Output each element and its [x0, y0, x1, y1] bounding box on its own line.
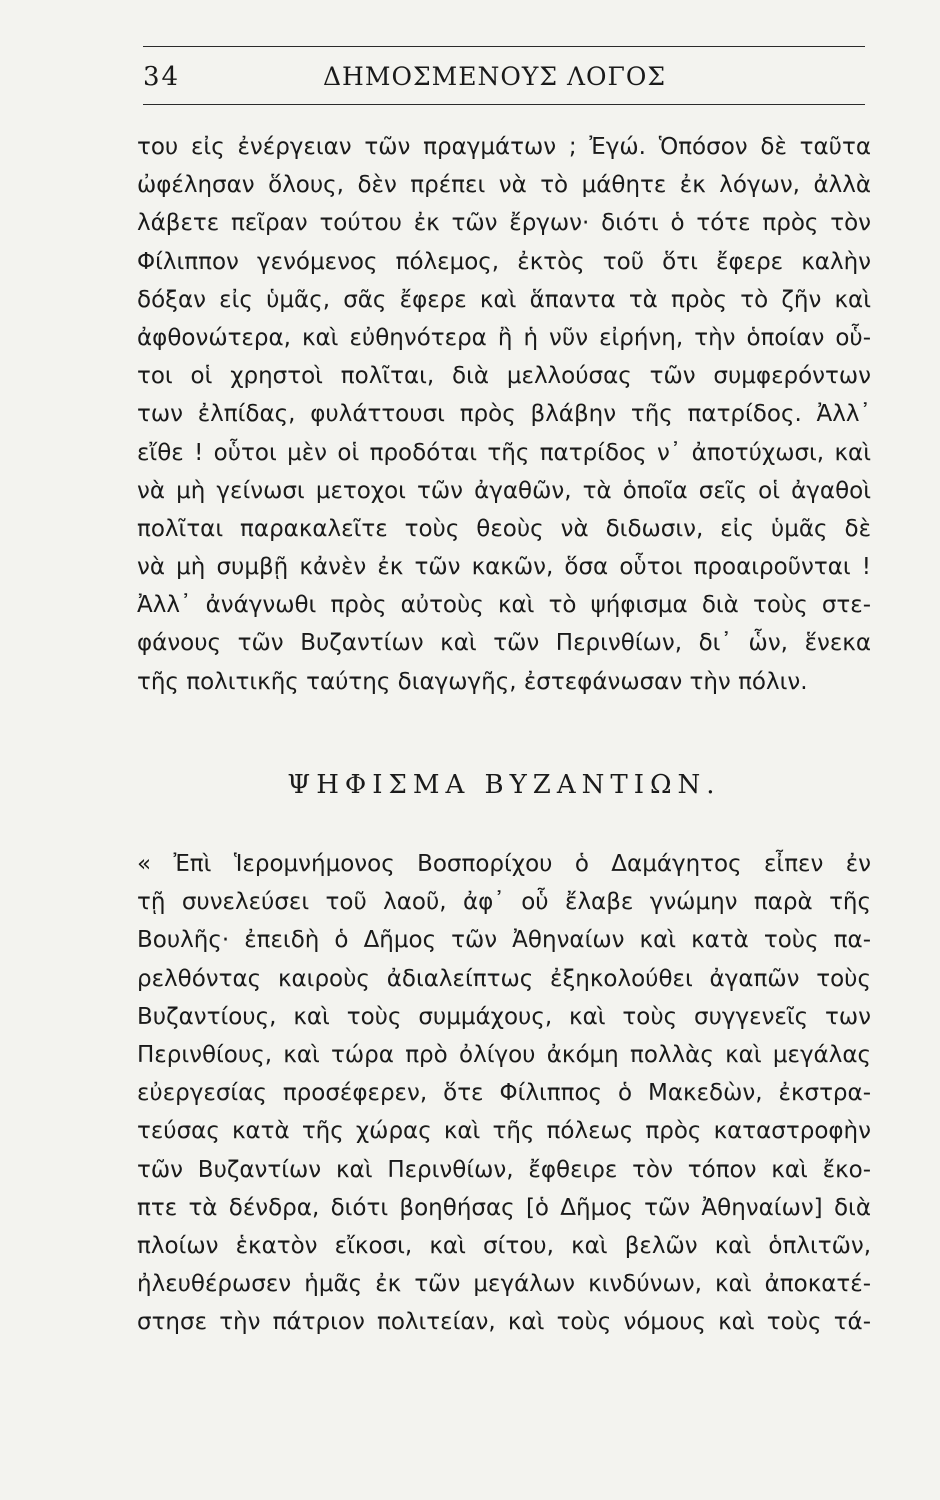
text-line: πλοίων ἑκατὸν εἴκοσι, καὶ σίτου, καὶ βελῶν καὶ ὁπλιτῶν,: [137, 1232, 871, 1259]
text-line: « Ἐπὶ Ἱερομνήμονος Βοσπορίχου ὁ Δαμάγητος εἶπεν ἐν: [137, 851, 871, 877]
text-line: του εἰς ἐνέργειαν τῶν πραγμάτων ; Ἐγώ. Ὁπόσον δὲ ταῦτα: [137, 134, 871, 160]
text-line: τῆς πολιτικῆς ταύτης διαγωγῆς, ἐστεφάνωσαν τὴν πόλιν.: [137, 668, 808, 695]
header-bottom-rule: [143, 104, 865, 105]
text-line: εὐεργεσίας προσέφερεν, ὅτε Φίλιππος ὁ Μακεδὼν, ἐκστρα-: [137, 1080, 871, 1107]
text-line: ἀφθονώτερα, καὶ εὐθηνότερα ἢ ἡ νῦν εἰρήνη, τὴν ὁποίαν οὗ-: [137, 324, 871, 351]
text-line: των ἐλπίδας, φυλάττουσι πρὸς βλάβην τῆς πατρίδος. Ἀλλ᾽: [137, 401, 871, 428]
text-line: Φίλιππον γενόμενος πόλεμος, ἐκτὸς τοῦ ὅτι ἔφερε καλὴν: [137, 248, 871, 275]
paragraph-2: [137, 845, 871, 1341]
text-line: Ἀλλ᾽ ἀνάγνωθι πρὸς αὐτοὺς καὶ τὸ ψήφισμα διὰ τοὺς στε-: [137, 592, 871, 619]
running-title: ΔΗΜΟΣΜΕΝΟΥΣ ΛΟΓΟΣ: [323, 62, 667, 91]
text-line: στησε τὴν πάτριον πολιτείαν, καὶ τοὺς νόμους καὶ τοὺς τά-: [137, 1309, 871, 1336]
text-line: πτε τὰ δένδρα, διότι βοηθήσας [ὁ Δῆμος τῶν Ἀθηναίων] διὰ: [137, 1194, 871, 1221]
page-header: [143, 58, 865, 98]
text-line: εἴθε ! οὗτοι μὲν οἱ προδόται τῆς πατρίδος ν᾽ ἀποτύχωσι, καὶ: [137, 439, 871, 466]
text-line: νὰ μὴ συμβῇ κἀνὲν ἐκ τῶν κακῶν, ὅσα οὗτοι προαιροῦνται !: [137, 554, 871, 581]
text-line: τῇ συνελεύσει τοῦ λαοῦ, ἀφ᾽ οὗ ἔλαβε γνώμην παρὰ τῆς: [137, 889, 871, 916]
text-line: Βουλῆς· ἐπειδὴ ὁ Δῆμος τῶν Ἀθηναίων καὶ κατὰ τοὺς πα-: [137, 927, 871, 954]
text-line: τοι οἱ χρηστοὶ πολῖται, διὰ μελλούσας τῶν συμφερόντων: [137, 363, 871, 390]
text-line: τῶν Βυζαντίων καὶ Περινθίων, ἔφθειρε τὸν τόπον καὶ ἔκο-: [137, 1156, 871, 1183]
text-line: Περινθίους, καὶ τώρα πρὸ ὀλίγου ἀκόμη πολλὰς καὶ μεγάλας: [137, 1041, 871, 1068]
text-line: ὠφέλησαν ὅλους, δὲν πρέπει νὰ τὸ μάθητε ἐκ λόγων, ἀλλὰ: [137, 172, 871, 199]
section-heading: ΨΗΦΙΣΜΑ ΒΥΖΑΝΤΙΩΝ.: [287, 770, 721, 800]
text-line: τεύσας κατὰ τῆς χώρας καὶ τῆς πόλεως πρὸς καταστροφὴν: [137, 1118, 871, 1145]
text-line: ρελθόντας καιροὺς ἀδιαλείπτως ἐξηκολούθει ἀγαπῶν τοὺς: [137, 965, 871, 992]
text-line: λάβετε πεῖραν τούτου ἐκ τῶν ἔργων· διότι ὁ τότε πρὸς τὸν: [137, 210, 871, 237]
header-top-rule: [143, 46, 865, 47]
page-number: 34: [143, 62, 181, 92]
text-line: φάνους τῶν Βυζαντίων καὶ τῶν Περινθίων, δι᾽ ὧν, ἕνεκα: [137, 630, 871, 657]
paragraph-1: [137, 128, 871, 701]
text-line: δόξαν εἰς ὑμᾶς, σᾶς ἔφερε καὶ ἅπαντα τὰ πρὸς τὸ ζῆν καὶ: [137, 286, 871, 313]
text-line: ἠλευθέρωσεν ἡμᾶς ἐκ τῶν μεγάλων κινδύνων, καὶ ἀποκατέ-: [137, 1271, 871, 1298]
text-line: νὰ μὴ γείνωσι μετοχοι τῶν ἀγαθῶν, τὰ ὁποῖα σεῖς οἱ ἀγαθοὶ: [137, 477, 871, 504]
text-line: πολῖται παρακαλεῖτε τοὺς θεοὺς νὰ διδωσιν, εἰς ὑμᾶς δὲ: [137, 515, 871, 542]
text-line: Βυζαντίους, καὶ τοὺς συμμάχους, καὶ τοὺς συγγενεῖς των: [137, 1003, 871, 1030]
